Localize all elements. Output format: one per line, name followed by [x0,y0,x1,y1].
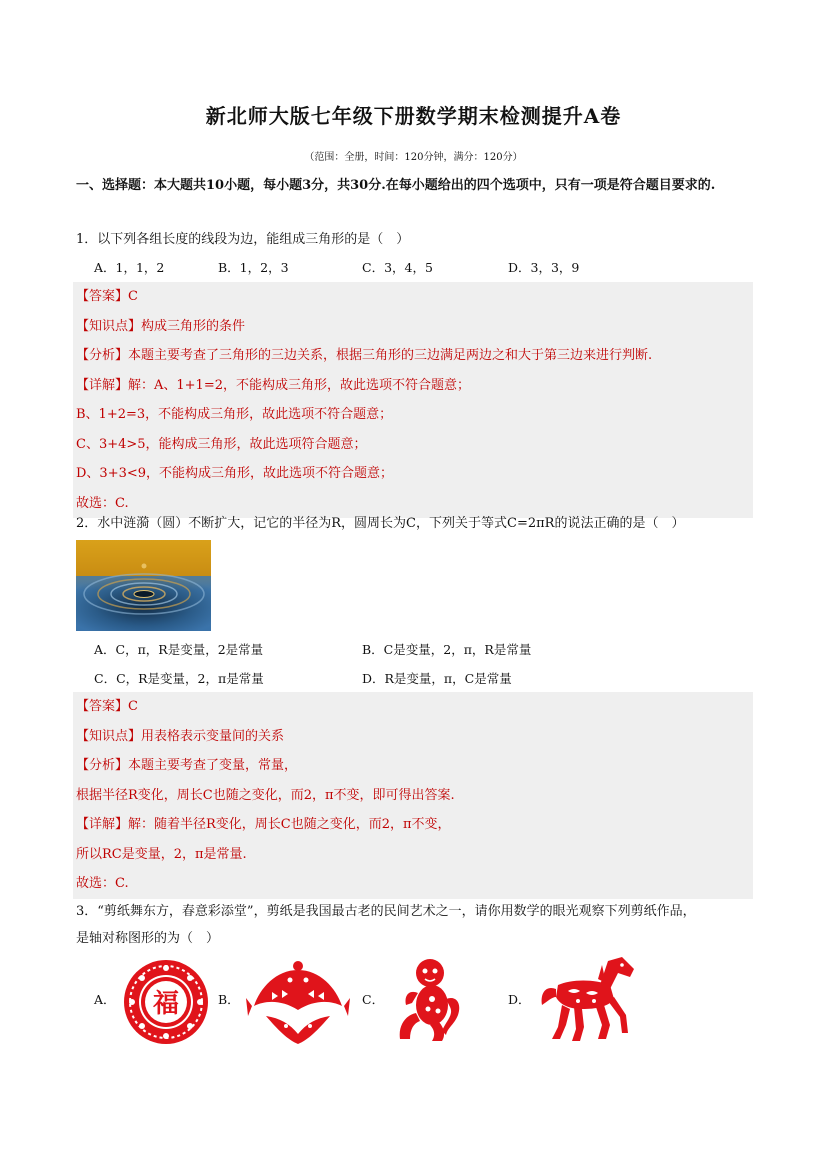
option-a: A．1，1，2 [94,260,165,275]
question-1-answer-box [73,282,753,518]
answer-line: 【详解】解：A、1+1=2，不能构成三角形，故此选项不符合题意； [76,377,470,393]
question-3-stem-line-2: 是轴对称图形的为（ ） [76,931,220,946]
papercut-fu-circle-image [122,958,210,1046]
answer-line: B、1+2=3，不能构成三角形，故此选项不符合题意； [76,407,393,422]
papercut-monkey-image [392,955,464,1043]
question-2-answer-box [73,692,753,899]
option-b: B．C是变量，2，π，R是常量 [362,642,532,657]
papercut-twin-fish-image [246,960,350,1044]
answer-line: 根据半径R变化，周长C也随之变化，而2，π不变，即可得出答案. [76,787,455,803]
option-c: C． [362,992,385,1007]
answer-line: 所以RC是变量，2，π是常量. [76,846,247,862]
answer-line: 【详解】解：随着半径R变化，周长C也随之变化，而2，π不变， [76,817,451,832]
option-c: C．3，4，5 [362,260,433,275]
option-d: D．R是变量，π，C是常量 [362,671,512,686]
answer-line: 【答案】C [76,289,138,304]
ripple-water-image [76,540,211,631]
papercut-horse-image [538,955,638,1043]
answer-line: 【知识点】用表格表示变量间的关系 [76,728,285,744]
exam-info: （范围：全册，时间：120分钟，满分：120分） [304,152,523,163]
answer-line: C、3+4>5，能构成三角形，故此选项符合题意； [76,436,367,452]
fu-character: 福 [152,989,180,1019]
answer-line: 【答案】C [76,699,138,714]
page-title: 新北师大版七年级下册数学期末检测提升A卷 [205,104,622,128]
option-a: A． [94,992,116,1007]
answer-line: 故选：C. [76,495,129,511]
answer-line: 【分析】本题主要考查了变量，常量， [76,758,298,773]
option-d: D．3，3，9 [508,260,580,275]
option-b: B． [218,992,240,1007]
option-d: D． [508,992,531,1007]
question-1-stem: 1．以下列各组长度的线段为边，能组成三角形的是（ ） [76,232,410,247]
question-3-stem [76,898,696,952]
option-c: C．C，R是变量，2，π是常量 [94,671,264,686]
answer-line: 【知识点】构成三角形的条件 [76,318,246,334]
answer-line: 故选：C. [76,876,129,891]
question-3-stem-line-1: 3．“剪纸舞东方，春意彩添堂”，剪纸是我国最古老的民间艺术之一，请你用数学的眼光观察下列剪纸作品， [76,904,696,919]
option-b: B．1，2，3 [218,260,289,275]
question-2-stem: 2．水中涟漪（圆）不断扩大，记它的半径为R，圆周长为C，下列关于等式C=2πR的说法正确的是（ ） [76,516,685,531]
section-heading: 一、选择题：本大题共10小题，每小题3分，共30分.在每小题给出的四个选项中，只有一项是符合题目要求的. [76,178,716,193]
option-a: A．C，π，R是变量，2是常量 [94,642,264,657]
answer-line: D、3+3<9，不能构成三角形，故此选项不符合题意； [76,466,394,481]
answer-line: 【分析】本题主要考查了三角形的三边关系，根据三角形的三边满足两边之和大于第三边来进行判断. [76,348,653,363]
